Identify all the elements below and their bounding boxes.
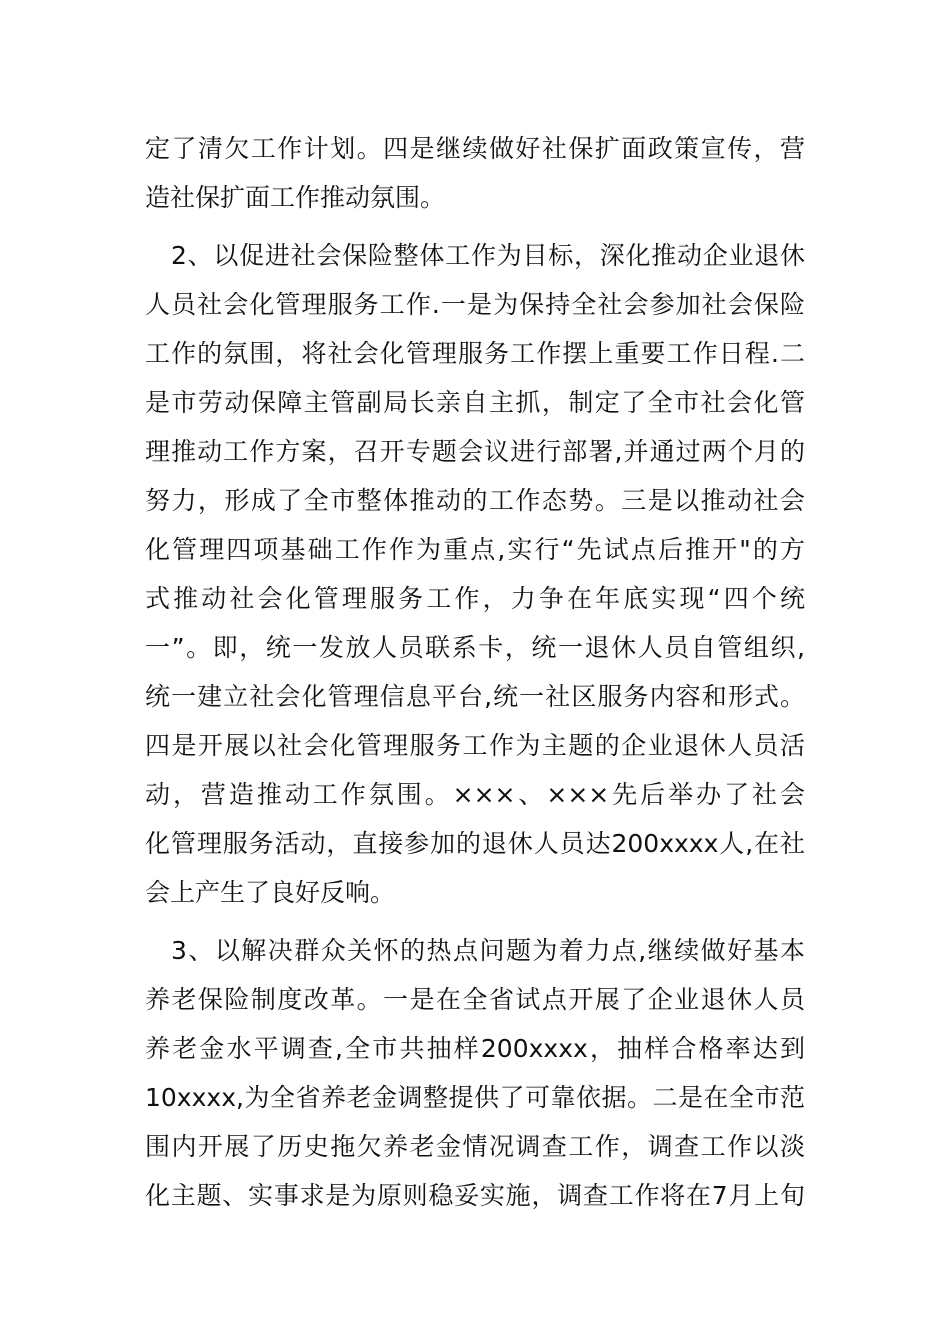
text-line: 理推动工作方案，召开专题会议进行部署,并通过两个月的	[145, 437, 805, 466]
text-line: 3、以解决群众关怀的热点问题为着力点,继续做好基本	[171, 936, 805, 965]
paragraph-gap	[145, 917, 805, 926]
text-line: 动，营造推动工作氛围。×××、×××先后举办了社会	[145, 780, 805, 809]
paragraph-3	[145, 926, 805, 1220]
text-line: 养老保险制度改革。一是在全省试点开展了企业退休人员	[145, 985, 805, 1014]
text-line: 2、以促进社会保险整体工作为目标，深化推动企业退休	[171, 241, 805, 270]
text-line: 养老金水平调查,全市共抽样200xxxx，抽样合格率达到	[145, 1034, 805, 1063]
text-line: 造社保扩面工作推动氛围。	[145, 183, 446, 212]
text-line: 定了清欠工作计划。四是继续做好社保扩面政策宣传，营	[145, 134, 805, 163]
document-body	[145, 124, 805, 1220]
text-line: 化主题、实事求是为原则稳妥实施，调查工作将在7月上旬	[145, 1181, 805, 1210]
paragraph-1	[145, 124, 805, 222]
text-line: 化管理四项基础工作作为重点,实行“先试点后推开"的方	[145, 535, 805, 564]
text-line: 化管理服务活动，直接参加的退休人员达200xxxx人,在社	[145, 829, 805, 858]
text-line: 人员社会化管理服务工作.一是为保持全社会参加社会保险	[145, 290, 805, 319]
text-line: 会上产生了良好反响。	[145, 878, 396, 907]
text-line: 是市劳动保障主管副局长亲自主抓，制定了全市社会化管	[145, 388, 805, 417]
text-line: 10xxxx,为全省养老金调整提供了可靠依据。二是在全市范	[145, 1083, 805, 1112]
text-line: 四是开展以社会化管理服务工作为主题的企业退休人员活	[145, 731, 805, 760]
text-line: 式推动社会化管理服务工作，力争在年底实现“四个统	[145, 584, 805, 613]
text-line: 一”。即，统一发放人员联系卡，统一退休人员自管组织,	[145, 633, 805, 662]
paragraph-2	[145, 231, 805, 917]
text-line: 围内开展了历史拖欠养老金情况调查工作，调查工作以淡	[145, 1132, 805, 1161]
text-line: 努力，形成了全市整体推动的工作态势。三是以推动社会	[145, 486, 805, 515]
paragraph-gap	[145, 222, 805, 231]
text-line: 工作的氛围，将社会化管理服务工作摆上重要工作日程.二	[145, 339, 805, 368]
text-line: 统一建立社会化管理信息平台,统一社区服务内容和形式。	[145, 682, 805, 711]
